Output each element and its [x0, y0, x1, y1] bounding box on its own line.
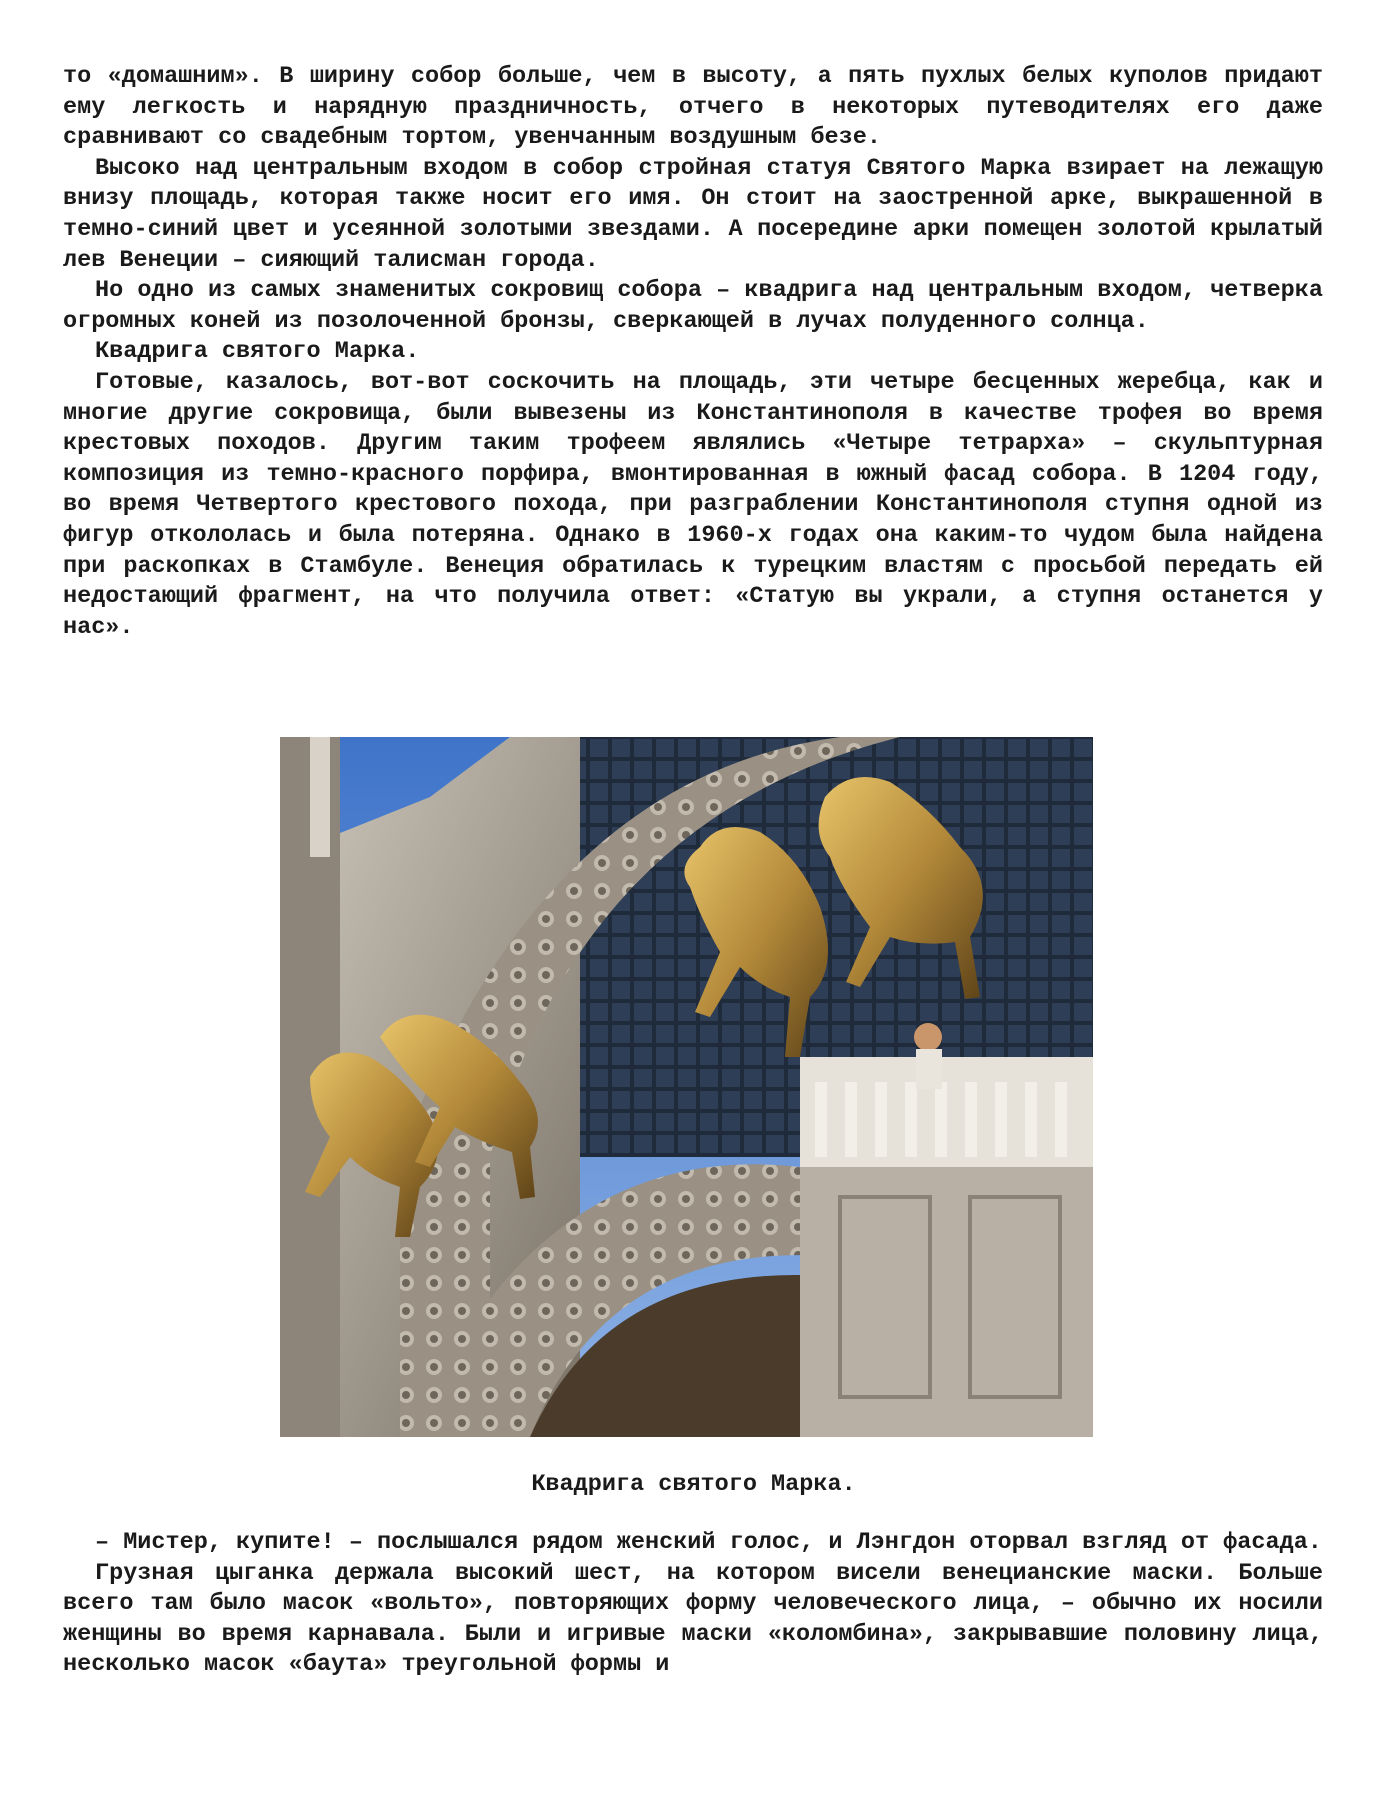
- paragraph: Грузная цыганка держала высокий шест, на котором висели венецианские маски. Больше всего там было масок «вольто», повторяющих форму человеческого лица, – обычно их носили женщины во время карнавала. Были и игривые маски «коломбина», закрывавшие половину лица, несколько масок «баута» треугольной формы и: [63, 1559, 1323, 1679]
- paragraph: Готовые, казалось, вот-вот соскочить на площадь, эти четыре бесценных жеребца, как и многие другие сокровища, были вывезены из Константинополя в качестве трофея во время крестовых походов. Другим таким трофеем являлись «Четыре тетрарха» – скульптурная композиция из темно-красного порфира, вмонтированная в южный фасад собора. В 1204 году, во время Четвертого крестового похода, при разграблении Константинополя ступня одной из фигур откололась и была потеряна. Однако в 1960-х годах она каким-то чудом была найдена при раскопках в Стамбуле. Венеция обратилась к турецким властям с просьбой передать ей недостающий фрагмент, на что получила ответ: «Статую вы украли, а ступня останется у нас».: [63, 368, 1323, 641]
- paragraph: то «домашним». В ширину собор больше, чем в высоту, а пять пухлых белых куполов придают ему легкость и нарядную праздничность, отчего в некоторых путеводителях его даже сравнивают со свадебным тортом, увенчанным воздушным безе.: [63, 63, 1323, 152]
- paragraph: Но одно из самых знаменитых сокровищ собора – квадрига над центральным входом, четверка огромных коней из позолоченной бронзы, сверкающей в лучах полуденного солнца.: [63, 277, 1323, 335]
- text-block-top: [63, 62, 1323, 643]
- paragraph: – Мистер, купите! – послышался рядом женский голос, и Лэнгдон оторвал взгляд от фасада.: [95, 1529, 1322, 1556]
- figure-caption: Квадрига святого Марка.: [531, 1471, 856, 1498]
- text-block-bottom: [63, 1528, 1323, 1681]
- quadriga-photo: [280, 737, 1093, 1437]
- paragraph: Высоко над центральным входом в собор стройная статуя Святого Марка взирает на лежащую внизу площадь, которая также носит его имя. Он стоит на заостренной арке, выкрашенной в темно-синий цвет и усеянной золотыми звездами. А посередине арки помещен золотой крылатый лев Венеции – сияющий талисман города.: [63, 154, 1323, 274]
- subheading: Квадрига святого Марка.: [95, 338, 420, 366]
